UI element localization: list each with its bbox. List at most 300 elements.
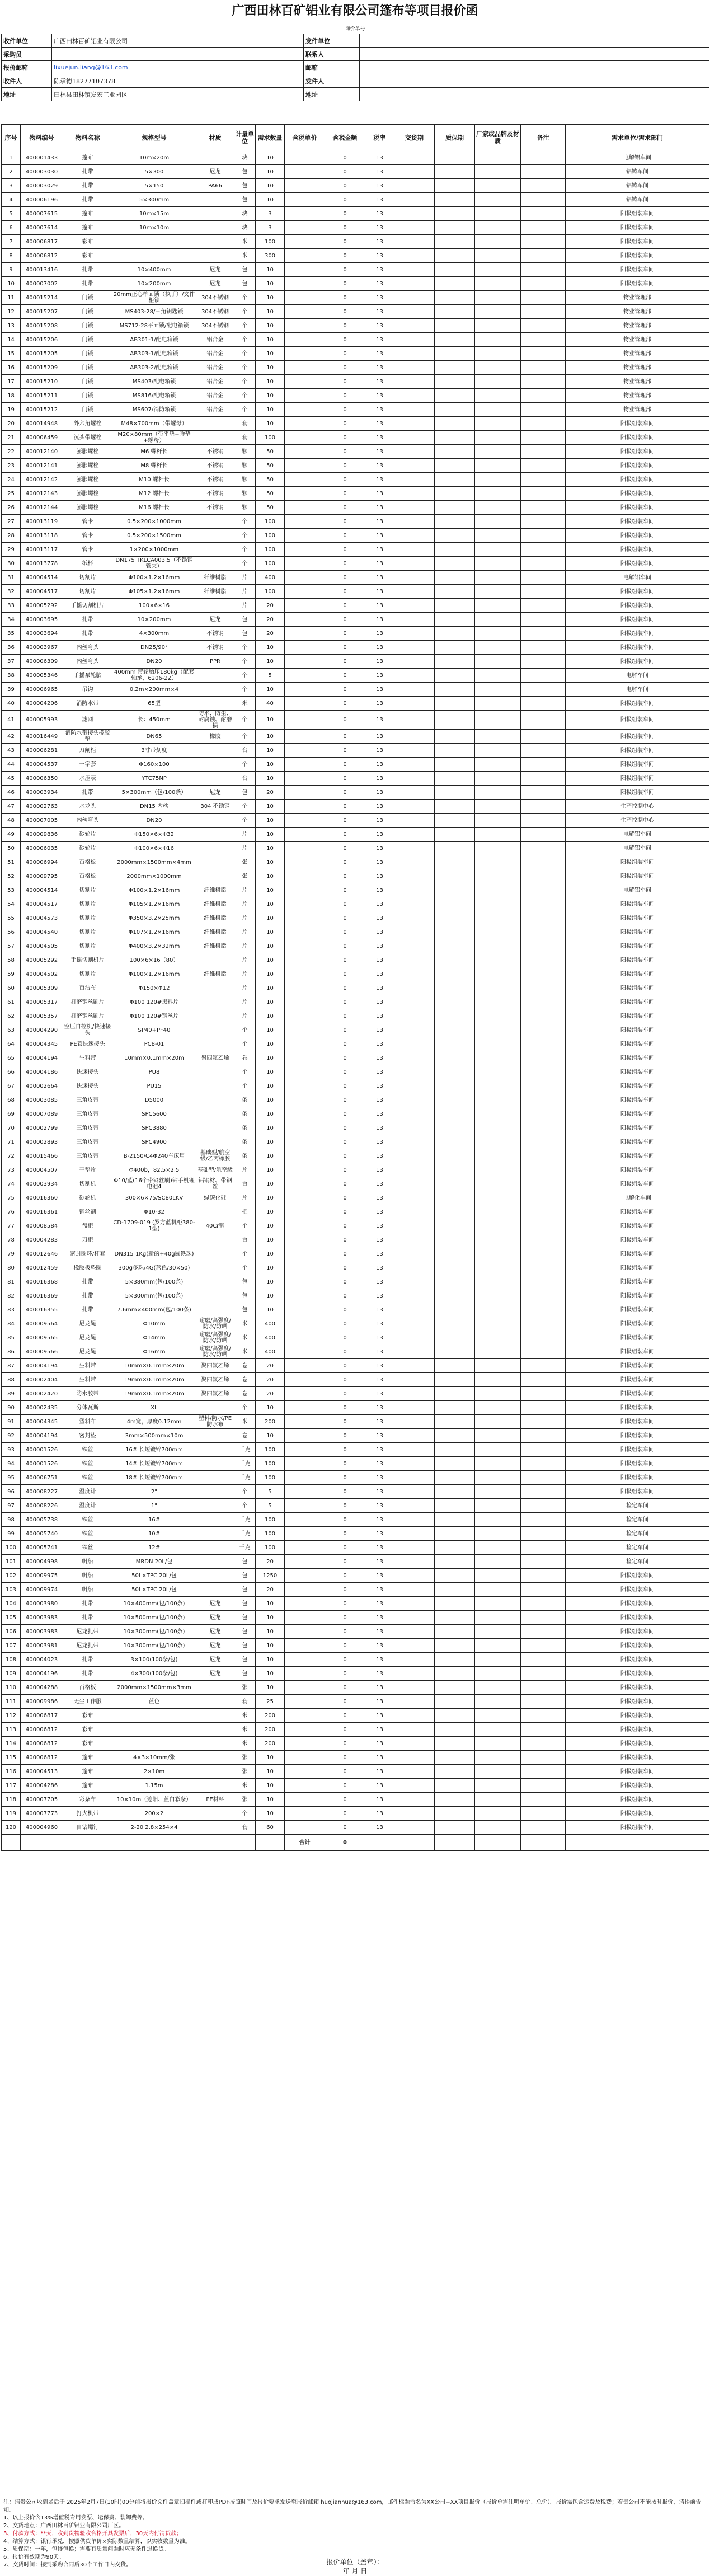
table-cell[interactable] [285, 1527, 325, 1541]
table-cell[interactable] [285, 1681, 325, 1695]
table-cell[interactable] [475, 1737, 521, 1751]
address2-value[interactable] [360, 88, 709, 101]
table-cell[interactable] [521, 1331, 566, 1345]
table-cell[interactable] [521, 1681, 566, 1695]
table-cell[interactable] [435, 1597, 475, 1611]
table-cell[interactable] [521, 1737, 566, 1751]
table-cell[interactable] [475, 599, 521, 613]
table-cell[interactable] [521, 1219, 566, 1233]
table-cell[interactable] [521, 445, 566, 459]
table-cell[interactable] [285, 193, 325, 207]
table-cell[interactable] [394, 995, 435, 1009]
table-cell[interactable] [285, 1471, 325, 1485]
table-cell[interactable] [394, 683, 435, 697]
table-cell[interactable] [285, 869, 325, 883]
table-cell[interactable] [285, 179, 325, 193]
table-cell[interactable] [475, 459, 521, 473]
table-cell[interactable] [521, 828, 566, 842]
table-cell[interactable] [475, 911, 521, 925]
table-cell[interactable] [394, 1583, 435, 1597]
table-cell[interactable] [521, 1093, 566, 1107]
table-cell[interactable] [285, 883, 325, 897]
table-cell[interactable] [475, 842, 521, 855]
table-cell[interactable] [521, 1107, 566, 1121]
table-cell[interactable] [435, 291, 475, 305]
table-cell[interactable] [435, 263, 475, 277]
table-cell[interactable] [521, 585, 566, 599]
table-cell[interactable] [521, 1303, 566, 1317]
table-cell[interactable] [435, 459, 475, 473]
table-cell[interactable] [285, 772, 325, 786]
table-cell[interactable] [435, 1471, 475, 1485]
table-cell[interactable] [394, 697, 435, 711]
table-cell[interactable] [394, 925, 435, 939]
table-cell[interactable] [285, 1135, 325, 1149]
table-cell[interactable] [394, 501, 435, 515]
table-cell[interactable] [435, 1499, 475, 1513]
table-cell[interactable] [394, 1135, 435, 1149]
table-cell[interactable] [394, 641, 435, 655]
table-cell[interactable] [394, 347, 435, 361]
table-cell[interactable] [394, 1401, 435, 1415]
table-cell[interactable] [475, 165, 521, 179]
table-cell[interactable] [475, 305, 521, 319]
table-cell[interactable] [435, 1135, 475, 1149]
table-cell[interactable] [521, 1569, 566, 1583]
table-cell[interactable] [521, 1149, 566, 1163]
table-cell[interactable] [394, 1079, 435, 1093]
table-cell[interactable] [521, 711, 566, 730]
table-cell[interactable] [475, 291, 521, 305]
table-cell[interactable] [394, 730, 435, 744]
table-cell[interactable] [285, 1149, 325, 1163]
table-cell[interactable] [521, 744, 566, 758]
table-cell[interactable] [435, 1513, 475, 1527]
table-cell[interactable] [285, 263, 325, 277]
table-cell[interactable] [435, 1807, 475, 1821]
table-cell[interactable] [394, 1051, 435, 1065]
table-cell[interactable] [394, 431, 435, 445]
table-cell[interactable] [435, 1737, 475, 1751]
table-cell[interactable] [475, 1079, 521, 1093]
table-cell[interactable] [394, 1499, 435, 1513]
table-cell[interactable] [285, 291, 325, 305]
table-cell[interactable] [521, 1821, 566, 1835]
table-cell[interactable] [521, 1639, 566, 1653]
table-cell[interactable] [435, 1681, 475, 1695]
table-cell[interactable] [475, 389, 521, 403]
table-cell[interactable] [435, 1303, 475, 1317]
table-cell[interactable] [285, 515, 325, 529]
table-cell[interactable] [394, 967, 435, 981]
table-cell[interactable] [435, 1765, 475, 1779]
table-cell[interactable] [521, 1583, 566, 1597]
table-cell[interactable] [435, 758, 475, 772]
table-cell[interactable] [394, 883, 435, 897]
table-cell[interactable] [521, 1429, 566, 1443]
table-cell[interactable] [435, 585, 475, 599]
table-cell[interactable] [285, 730, 325, 744]
table-cell[interactable] [521, 641, 566, 655]
table-cell[interactable] [285, 1009, 325, 1023]
table-cell[interactable] [394, 207, 435, 221]
table-cell[interactable] [521, 1289, 566, 1303]
table-cell[interactable] [521, 1023, 566, 1037]
table-cell[interactable] [435, 995, 475, 1009]
table-cell[interactable] [475, 235, 521, 249]
table-cell[interactable] [521, 165, 566, 179]
table-cell[interactable] [285, 375, 325, 389]
table-cell[interactable] [435, 1709, 475, 1723]
table-cell[interactable] [435, 786, 475, 800]
table-cell[interactable] [394, 855, 435, 869]
table-cell[interactable] [435, 1415, 475, 1429]
table-cell[interactable] [475, 925, 521, 939]
table-cell[interactable] [521, 697, 566, 711]
table-cell[interactable] [394, 571, 435, 585]
table-cell[interactable] [394, 557, 435, 571]
table-cell[interactable] [285, 967, 325, 981]
table-cell[interactable] [435, 347, 475, 361]
table-cell[interactable] [475, 1219, 521, 1233]
table-cell[interactable] [521, 1625, 566, 1639]
table-cell[interactable] [435, 1051, 475, 1065]
table-cell[interactable] [475, 1597, 521, 1611]
table-cell[interactable] [285, 683, 325, 697]
table-cell[interactable] [394, 1149, 435, 1163]
table-cell[interactable] [394, 1793, 435, 1807]
table-cell[interactable] [521, 305, 566, 319]
table-cell[interactable] [435, 473, 475, 487]
table-cell[interactable] [521, 389, 566, 403]
table-cell[interactable] [285, 1247, 325, 1261]
table-cell[interactable] [285, 1429, 325, 1443]
table-cell[interactable] [435, 1779, 475, 1793]
table-cell[interactable] [475, 1471, 521, 1485]
table-cell[interactable] [521, 814, 566, 828]
table-cell[interactable] [475, 1415, 521, 1429]
table-cell[interactable] [285, 1611, 325, 1625]
table-cell[interactable] [475, 1499, 521, 1513]
table-cell[interactable] [285, 1737, 325, 1751]
table-cell[interactable] [394, 1541, 435, 1555]
table-cell[interactable] [475, 697, 521, 711]
table-cell[interactable] [435, 800, 475, 814]
table-cell[interactable] [521, 249, 566, 263]
table-cell[interactable] [475, 1667, 521, 1681]
table-cell[interactable] [521, 911, 566, 925]
table-cell[interactable] [394, 1219, 435, 1233]
table-cell[interactable] [475, 758, 521, 772]
table-cell[interactable] [521, 1387, 566, 1401]
table-cell[interactable] [435, 1541, 475, 1555]
table-cell[interactable] [475, 1303, 521, 1317]
table-cell[interactable] [435, 1065, 475, 1079]
table-cell[interactable] [521, 1345, 566, 1359]
table-cell[interactable] [435, 697, 475, 711]
table-cell[interactable] [475, 953, 521, 967]
table-cell[interactable] [435, 939, 475, 953]
table-cell[interactable] [394, 828, 435, 842]
table-cell[interactable] [285, 786, 325, 800]
table-cell[interactable] [521, 1485, 566, 1499]
table-cell[interactable] [435, 1009, 475, 1023]
table-cell[interactable] [394, 744, 435, 758]
send-unit-value[interactable] [360, 34, 709, 48]
table-cell[interactable] [394, 1667, 435, 1681]
table-cell[interactable] [521, 501, 566, 515]
table-cell[interactable] [285, 1345, 325, 1359]
table-cell[interactable] [475, 981, 521, 995]
table-cell[interactable] [394, 842, 435, 855]
table-cell[interactable] [394, 193, 435, 207]
table-cell[interactable] [394, 1191, 435, 1205]
table-cell[interactable] [394, 389, 435, 403]
table-cell[interactable] [285, 1779, 325, 1793]
table-cell[interactable] [285, 1597, 325, 1611]
table-cell[interactable] [435, 1793, 475, 1807]
table-cell[interactable] [394, 459, 435, 473]
table-cell[interactable] [435, 319, 475, 333]
table-cell[interactable] [285, 1289, 325, 1303]
table-cell[interactable] [475, 1681, 521, 1695]
table-cell[interactable] [285, 585, 325, 599]
table-cell[interactable] [435, 953, 475, 967]
table-cell[interactable] [521, 1695, 566, 1709]
table-cell[interactable] [394, 1485, 435, 1499]
table-cell[interactable] [521, 1359, 566, 1373]
table-cell[interactable] [394, 911, 435, 925]
table-cell[interactable] [435, 1359, 475, 1373]
table-cell[interactable] [285, 151, 325, 165]
table-cell[interactable] [521, 1205, 566, 1219]
table-cell[interactable] [521, 897, 566, 911]
table-cell[interactable] [475, 347, 521, 361]
table-cell[interactable] [285, 557, 325, 571]
table-cell[interactable] [521, 1457, 566, 1471]
table-cell[interactable] [394, 1303, 435, 1317]
table-cell[interactable] [285, 939, 325, 953]
table-cell[interactable] [475, 1429, 521, 1443]
table-cell[interactable] [394, 758, 435, 772]
table-cell[interactable] [521, 403, 566, 417]
table-cell[interactable] [475, 403, 521, 417]
table-cell[interactable] [475, 772, 521, 786]
table-cell[interactable] [435, 1331, 475, 1345]
table-cell[interactable] [394, 1471, 435, 1485]
table-cell[interactable] [435, 1527, 475, 1541]
table-cell[interactable] [285, 669, 325, 683]
table-cell[interactable] [394, 1429, 435, 1443]
table-cell[interactable] [394, 473, 435, 487]
table-cell[interactable] [521, 1401, 566, 1415]
table-cell[interactable] [285, 828, 325, 842]
table-cell[interactable] [285, 459, 325, 473]
table-cell[interactable] [521, 1611, 566, 1625]
table-cell[interactable] [475, 1023, 521, 1037]
table-cell[interactable] [475, 683, 521, 697]
table-cell[interactable] [475, 1345, 521, 1359]
table-cell[interactable] [394, 1625, 435, 1639]
table-cell[interactable] [285, 897, 325, 911]
table-cell[interactable] [285, 1275, 325, 1289]
table-cell[interactable] [475, 543, 521, 557]
table-cell[interactable] [475, 1583, 521, 1597]
table-cell[interactable] [435, 1667, 475, 1681]
table-cell[interactable] [285, 1443, 325, 1457]
contact-value[interactable] [360, 48, 709, 61]
table-cell[interactable] [435, 1611, 475, 1625]
table-cell[interactable] [521, 417, 566, 431]
table-cell[interactable] [475, 655, 521, 669]
table-cell[interactable] [521, 179, 566, 193]
table-cell[interactable] [475, 1513, 521, 1527]
table-cell[interactable] [435, 1401, 475, 1415]
table-cell[interactable] [475, 1037, 521, 1051]
table-cell[interactable] [475, 1009, 521, 1023]
table-cell[interactable] [394, 1037, 435, 1051]
table-cell[interactable] [475, 967, 521, 981]
table-cell[interactable] [435, 1317, 475, 1331]
table-cell[interactable] [394, 543, 435, 557]
table-cell[interactable] [435, 1723, 475, 1737]
table-cell[interactable] [475, 1247, 521, 1261]
table-cell[interactable] [521, 953, 566, 967]
table-cell[interactable] [475, 1191, 521, 1205]
table-cell[interactable] [285, 1261, 325, 1275]
table-cell[interactable] [394, 305, 435, 319]
table-cell[interactable] [285, 1667, 325, 1681]
table-cell[interactable] [521, 1261, 566, 1275]
table-cell[interactable] [435, 897, 475, 911]
table-cell[interactable] [435, 772, 475, 786]
table-cell[interactable] [435, 730, 475, 744]
table-cell[interactable] [521, 1009, 566, 1023]
table-cell[interactable] [394, 1121, 435, 1135]
table-cell[interactable] [394, 1513, 435, 1527]
table-cell[interactable] [521, 1443, 566, 1457]
table-cell[interactable] [435, 641, 475, 655]
table-cell[interactable] [521, 571, 566, 585]
table-cell[interactable] [475, 1205, 521, 1219]
table-cell[interactable] [435, 1191, 475, 1205]
table-cell[interactable] [394, 529, 435, 543]
table-cell[interactable] [475, 1331, 521, 1345]
table-cell[interactable] [475, 1751, 521, 1765]
table-cell[interactable] [521, 939, 566, 953]
table-cell[interactable] [394, 249, 435, 263]
table-cell[interactable] [285, 655, 325, 669]
table-cell[interactable] [394, 235, 435, 249]
table-cell[interactable] [521, 235, 566, 249]
table-cell[interactable] [435, 627, 475, 641]
table-cell[interactable] [521, 1051, 566, 1065]
table-cell[interactable] [521, 1373, 566, 1387]
table-cell[interactable] [285, 855, 325, 869]
table-cell[interactable] [521, 786, 566, 800]
table-cell[interactable] [475, 814, 521, 828]
table-cell[interactable] [435, 1107, 475, 1121]
table-cell[interactable] [394, 165, 435, 179]
table-cell[interactable] [394, 869, 435, 883]
table-cell[interactable] [285, 1499, 325, 1513]
table-cell[interactable] [435, 501, 475, 515]
table-cell[interactable] [285, 1177, 325, 1191]
table-cell[interactable] [285, 431, 325, 445]
table-cell[interactable] [475, 1233, 521, 1247]
table-cell[interactable] [394, 1275, 435, 1289]
table-cell[interactable] [521, 347, 566, 361]
table-cell[interactable] [285, 347, 325, 361]
table-cell[interactable] [394, 1695, 435, 1709]
table-cell[interactable] [285, 333, 325, 347]
table-cell[interactable] [435, 1163, 475, 1177]
table-cell[interactable] [475, 1163, 521, 1177]
table-cell[interactable] [521, 543, 566, 557]
table-cell[interactable] [475, 571, 521, 585]
table-cell[interactable] [521, 487, 566, 501]
table-cell[interactable] [435, 1639, 475, 1653]
table-cell[interactable] [521, 1793, 566, 1807]
table-cell[interactable] [475, 1317, 521, 1331]
table-cell[interactable] [394, 151, 435, 165]
table-cell[interactable] [475, 585, 521, 599]
table-cell[interactable] [394, 361, 435, 375]
table-cell[interactable] [475, 641, 521, 655]
table-cell[interactable] [285, 1373, 325, 1387]
sender-value[interactable] [360, 74, 709, 88]
table-cell[interactable] [521, 1177, 566, 1191]
table-cell[interactable] [521, 1317, 566, 1331]
table-cell[interactable] [435, 207, 475, 221]
table-cell[interactable] [475, 221, 521, 235]
table-cell[interactable] [394, 1289, 435, 1303]
table-cell[interactable] [521, 529, 566, 543]
table-cell[interactable] [285, 1751, 325, 1765]
table-cell[interactable] [475, 786, 521, 800]
table-cell[interactable] [394, 1233, 435, 1247]
table-cell[interactable] [435, 1177, 475, 1191]
table-cell[interactable] [435, 1149, 475, 1163]
table-cell[interactable] [285, 249, 325, 263]
table-cell[interactable] [521, 207, 566, 221]
table-cell[interactable] [435, 1275, 475, 1289]
table-cell[interactable] [475, 828, 521, 842]
table-cell[interactable] [394, 1023, 435, 1037]
table-cell[interactable] [394, 585, 435, 599]
table-cell[interactable] [475, 1695, 521, 1709]
table-cell[interactable] [475, 1359, 521, 1373]
table-cell[interactable] [285, 1723, 325, 1737]
table-cell[interactable] [521, 1135, 566, 1149]
table-cell[interactable] [521, 1163, 566, 1177]
table-cell[interactable] [285, 814, 325, 828]
table-cell[interactable] [475, 800, 521, 814]
table-cell[interactable] [285, 953, 325, 967]
table-cell[interactable] [285, 1793, 325, 1807]
table-cell[interactable] [475, 417, 521, 431]
table-cell[interactable] [285, 165, 325, 179]
table-cell[interactable] [285, 1639, 325, 1653]
table-cell[interactable] [285, 1359, 325, 1373]
table-cell[interactable] [394, 814, 435, 828]
table-cell[interactable] [394, 1247, 435, 1261]
table-cell[interactable] [521, 1037, 566, 1051]
table-cell[interactable] [394, 1331, 435, 1345]
table-cell[interactable] [475, 627, 521, 641]
table-cell[interactable] [475, 445, 521, 459]
table-cell[interactable] [475, 529, 521, 543]
